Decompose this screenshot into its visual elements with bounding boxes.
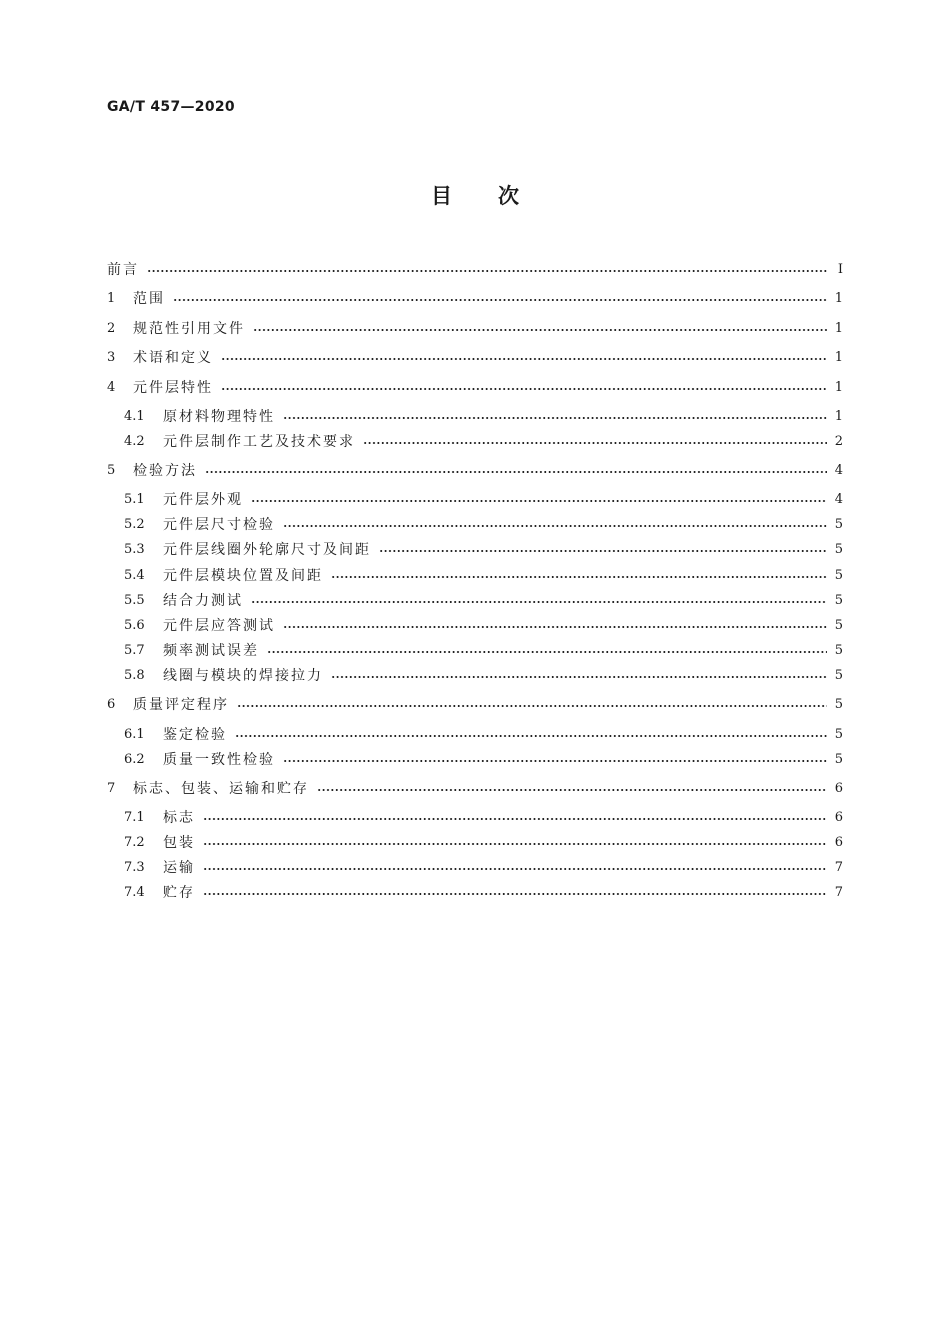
dot-leader [251, 500, 827, 502]
toc-entry-label: 运输 [163, 860, 195, 876]
toc-entry[interactable] [124, 665, 843, 687]
toc-entry-number: 5.6 [124, 618, 145, 633]
toc-entry-label: 标志、包装、运输和贮存 [133, 781, 309, 797]
standard-code: GA/T 457—2020 [107, 99, 235, 115]
dot-leader [221, 358, 827, 360]
toc-entry-page: 7 [834, 860, 843, 875]
toc-entry[interactable] [107, 460, 843, 482]
toc-entry-number: 2 [107, 321, 116, 336]
toc-entry[interactable] [124, 749, 843, 771]
dot-leader [251, 601, 827, 603]
toc-entry-number: 6.1 [124, 727, 145, 742]
toc-entry-label: 标志 [163, 810, 195, 826]
toc-entry-page: 1 [834, 350, 843, 365]
toc-entry-label: 规范性引用文件 [133, 321, 245, 337]
toc-entry-page: 5 [834, 618, 843, 633]
toc-entry-number: 5.8 [124, 668, 145, 683]
toc-entry-label: 前言 [107, 262, 139, 278]
toc-entry-number: 5.5 [124, 593, 145, 608]
toc-entry-number: 5.4 [124, 568, 145, 583]
toc-entry-label: 元件层模块位置及间距 [163, 568, 323, 584]
dot-leader [205, 471, 827, 473]
toc-entry[interactable] [107, 377, 843, 399]
dot-leader [317, 789, 827, 791]
dot-leader [203, 818, 827, 820]
toc-entry-page: 5 [834, 593, 843, 608]
dot-leader [203, 843, 827, 845]
toc-entry[interactable] [124, 565, 843, 587]
toc-entry[interactable] [124, 615, 843, 637]
dot-leader [147, 270, 827, 272]
toc-entry-page: 5 [834, 517, 843, 532]
dot-leader [363, 442, 827, 444]
toc-entry-page: 5 [834, 568, 843, 583]
toc-entry-label: 元件层制作工艺及技术要求 [163, 434, 355, 450]
toc-entry-label: 鉴定检验 [163, 727, 227, 743]
toc-entry-label: 质量一致性检验 [163, 752, 275, 768]
toc-entry-number: 7.1 [124, 810, 145, 825]
dot-leader [237, 705, 827, 707]
toc-entry[interactable] [107, 288, 843, 310]
toc-entry-number: 4.1 [124, 409, 145, 424]
dot-leader [379, 550, 827, 552]
dot-leader [283, 525, 827, 527]
toc-entry-label: 包装 [163, 835, 195, 851]
toc-entry-label: 元件层特性 [133, 380, 213, 396]
toc-entry[interactable] [107, 694, 843, 716]
toc-entry-label: 频率测试误差 [163, 643, 259, 659]
toc-entry-label: 线圈与模块的焊接拉力 [163, 668, 323, 684]
toc-entry-page: 1 [834, 409, 843, 424]
dot-leader [331, 676, 827, 678]
toc-entry-page: 5 [834, 643, 843, 658]
dot-leader [203, 868, 827, 870]
toc-entry-page: 5 [834, 668, 843, 683]
toc-entry-label: 元件层尺寸检验 [163, 517, 275, 533]
toc-entry-number: 1 [107, 291, 116, 306]
toc-entry[interactable] [124, 539, 843, 561]
toc-entry-number: 7.3 [124, 860, 145, 875]
toc-entry[interactable] [107, 347, 843, 369]
dot-leader [235, 735, 827, 737]
toc-entry[interactable] [124, 882, 843, 904]
toc-entry-number: 3 [107, 350, 116, 365]
toc-entry-page: 1 [834, 321, 843, 336]
dot-leader [267, 651, 827, 653]
toc-entry[interactable] [124, 406, 843, 428]
toc-entry-number: 7.4 [124, 885, 145, 900]
toc-entry-page: 7 [834, 885, 843, 900]
toc-entry-label: 质量评定程序 [133, 697, 229, 713]
toc-entry-page: 4 [834, 463, 843, 478]
dot-leader [253, 329, 827, 331]
toc-entry-label: 元件层应答测试 [163, 618, 275, 634]
page-title: 目次 [431, 184, 565, 208]
toc-entry[interactable] [124, 590, 843, 612]
toc-entry[interactable] [124, 640, 843, 662]
toc-entry-page: 5 [834, 542, 843, 557]
dot-leader [283, 626, 827, 628]
toc-entry-number: 5.7 [124, 643, 145, 658]
toc-entry-number: 4 [107, 380, 116, 395]
toc-entry-label: 术语和定义 [133, 350, 213, 366]
toc-entry[interactable] [124, 489, 843, 511]
dot-leader [283, 760, 827, 762]
dot-leader [203, 893, 827, 895]
toc-entry-page: 5 [834, 697, 843, 712]
toc-entry-page: 6 [834, 835, 843, 850]
toc-entry-number: 5.1 [124, 492, 145, 507]
toc-entry-number: 5.3 [124, 542, 145, 557]
toc-entry-number: 6.2 [124, 752, 145, 767]
toc-entry-label: 检验方法 [133, 463, 197, 479]
toc-entry[interactable] [107, 259, 843, 281]
toc-entry-page: 5 [834, 752, 843, 767]
toc-entry-label: 元件层线圈外轮廓尺寸及间距 [163, 542, 371, 558]
dot-leader [331, 576, 827, 578]
toc-entry-label: 贮存 [163, 885, 195, 901]
toc-entry[interactable] [107, 778, 843, 800]
toc-entry-number: 4.2 [124, 434, 145, 449]
toc-entry[interactable] [124, 724, 843, 746]
toc-entry-page: 4 [834, 492, 843, 507]
toc-entry-page: 1 [834, 380, 843, 395]
toc-entry[interactable] [124, 514, 843, 536]
toc-entry[interactable] [107, 318, 843, 340]
toc-entry-page: 6 [834, 781, 843, 796]
toc-entry[interactable] [124, 832, 843, 854]
dot-leader [221, 388, 827, 390]
toc-entry[interactable] [124, 807, 843, 829]
toc-entry-number: 6 [107, 697, 116, 712]
toc-entry-label: 结合力测试 [163, 593, 243, 609]
toc-entry[interactable] [124, 857, 843, 879]
toc-entry-page: 6 [834, 810, 843, 825]
toc-entry-label: 原材料物理特性 [163, 409, 275, 425]
toc-entry-number: 5.2 [124, 517, 145, 532]
toc-entry-page: 2 [834, 434, 843, 449]
toc-entry-number: 7 [107, 781, 116, 796]
dot-leader [283, 417, 827, 419]
toc-entry-page: Ⅰ [837, 262, 843, 277]
toc-entry[interactable] [124, 431, 843, 453]
toc-entry-number: 7.2 [124, 835, 145, 850]
toc-entry-page: 5 [834, 727, 843, 742]
toc-entry-page: 1 [834, 291, 843, 306]
toc-entry-number: 5 [107, 463, 116, 478]
toc-entry-label: 元件层外观 [163, 492, 243, 508]
toc-entry-label: 范围 [133, 291, 165, 307]
dot-leader [173, 299, 827, 301]
